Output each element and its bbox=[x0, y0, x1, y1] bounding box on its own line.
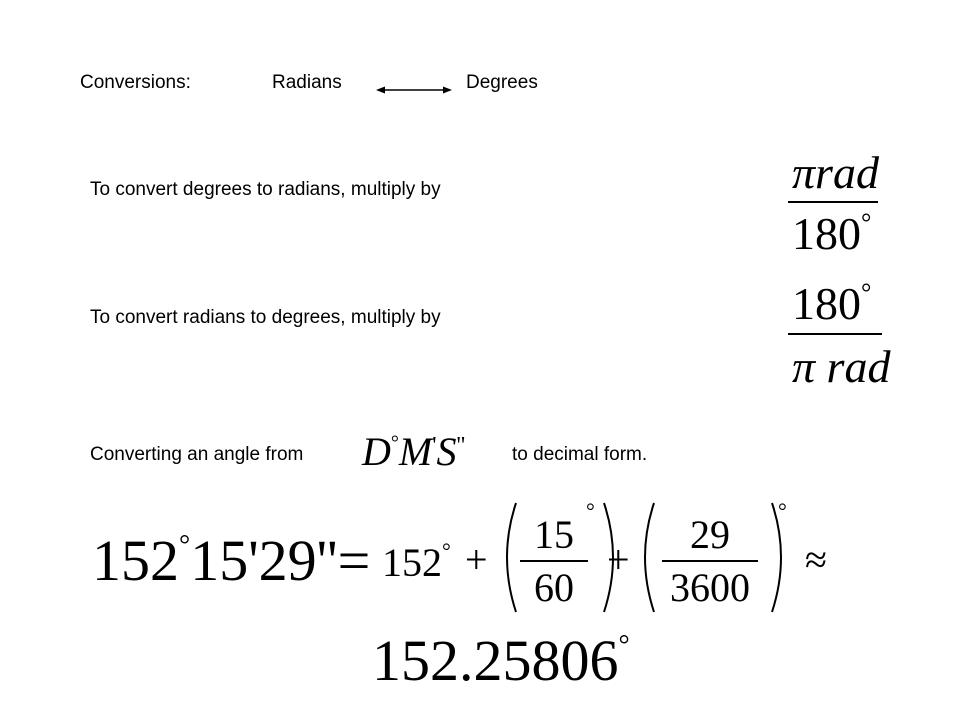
fraction-bar bbox=[662, 560, 758, 562]
approx-sign: ≈ bbox=[805, 537, 827, 582]
radians-label: Radians bbox=[272, 72, 342, 93]
dms-text-before: Converting an angle from bbox=[90, 444, 304, 465]
rad-to-deg-text: To convert radians to degrees, multiply by bbox=[90, 307, 441, 328]
frac2-denominator: 3600 bbox=[670, 565, 750, 610]
pi-rad-denominator bbox=[792, 341, 891, 392]
degree-mark: ° bbox=[442, 538, 451, 563]
equals-sign: = bbox=[337, 528, 371, 593]
degree-mark: ° bbox=[586, 498, 595, 523]
number-180: 180 bbox=[792, 278, 861, 329]
lhs-degrees: 152 bbox=[92, 528, 179, 593]
plus-sign: + bbox=[465, 537, 488, 582]
degree-mark: ° bbox=[390, 432, 399, 454]
denominator-180 bbox=[792, 210, 871, 257]
degree-mark: ° bbox=[778, 498, 787, 523]
dms-text-after: to decimal form. bbox=[512, 444, 648, 465]
frac2-numerator: 29 bbox=[690, 512, 730, 557]
minute-mark: ' bbox=[432, 433, 437, 459]
pi-symbol: π bbox=[792, 341, 816, 392]
plus-sign: + bbox=[607, 537, 630, 582]
rad-unit: rad bbox=[826, 341, 891, 392]
result-value bbox=[372, 628, 630, 693]
frac1-denominator: 60 bbox=[534, 565, 574, 610]
degree-mark: ° bbox=[861, 208, 872, 237]
degree-mark: ° bbox=[179, 530, 191, 561]
degree-mark: ° bbox=[861, 278, 872, 307]
left-paren bbox=[507, 503, 516, 612]
number-152: 152 bbox=[382, 540, 442, 585]
double-arrow-icon bbox=[376, 84, 452, 96]
rad-unit: rad bbox=[815, 147, 879, 198]
degree-mark: ° bbox=[618, 630, 630, 661]
term-152 bbox=[382, 540, 451, 583]
numerator-180 bbox=[792, 280, 871, 327]
pi-symbol: π bbox=[792, 147, 816, 198]
pi-rad-numerator bbox=[792, 147, 879, 198]
result-number: 152.25806 bbox=[372, 628, 619, 693]
fraction-bar bbox=[788, 333, 882, 335]
frac1-numerator: 15 bbox=[534, 512, 574, 557]
d-symbol: D bbox=[362, 429, 391, 474]
dms-notation bbox=[362, 429, 466, 474]
conversions-label: Conversions: bbox=[80, 72, 191, 93]
deg-to-rad-text: To convert degrees to radians, multiply by bbox=[90, 179, 441, 200]
degrees-label: Degrees bbox=[466, 72, 538, 93]
left-paren bbox=[645, 503, 654, 612]
number-180: 180 bbox=[792, 208, 861, 259]
fraction-bar bbox=[520, 560, 588, 562]
lhs-minutes-seconds: 15'29'' bbox=[190, 528, 338, 593]
fraction-bar bbox=[788, 201, 878, 203]
s-symbol: S bbox=[436, 429, 457, 474]
second-mark: '' bbox=[456, 433, 466, 459]
example-lhs bbox=[92, 528, 371, 593]
m-symbol: M bbox=[398, 429, 433, 474]
